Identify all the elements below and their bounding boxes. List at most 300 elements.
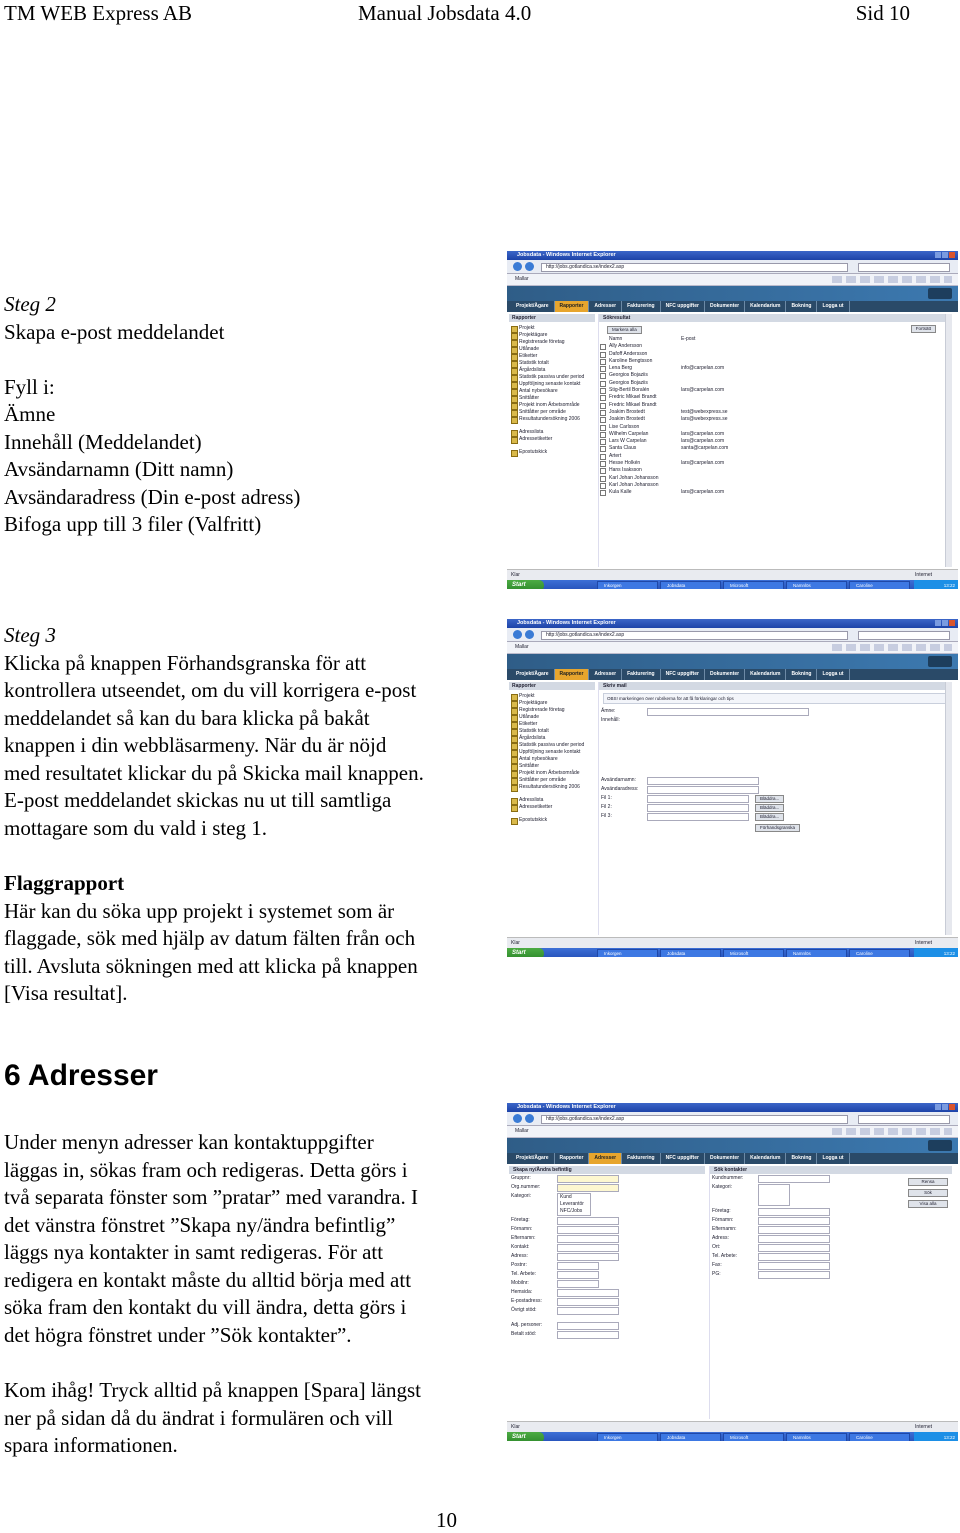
write-mail-header: Skriv mail xyxy=(599,682,952,690)
row-name[interactable]: Stig-Bertil Boralén xyxy=(609,387,650,394)
app-body xyxy=(507,312,958,569)
menu-item[interactable]: NFC uppgifter xyxy=(661,669,705,680)
step3-line: Klicka på knappen Förhandsgranska för att xyxy=(4,650,367,675)
row-name[interactable]: Hesse Holkén xyxy=(609,460,641,467)
row-email: santa@carpelan.com xyxy=(681,445,729,452)
step3-line: med resultatet klickar du på Skicka mail knappen. xyxy=(4,760,424,785)
app-banner xyxy=(507,1138,958,1153)
contact-field xyxy=(509,1297,705,1306)
menu-item[interactable]: NFC uppgifter xyxy=(661,301,705,312)
left-nav-item[interactable]: Uppföljning senaste kontakt xyxy=(509,381,595,388)
table-row xyxy=(599,365,952,372)
row-name[interactable]: Fredric Mikael Brandt xyxy=(609,394,657,401)
left-nav-item[interactable]: Resultatundersökning 2006 xyxy=(509,416,595,423)
app-banner xyxy=(507,286,958,301)
window-title-bar xyxy=(507,619,958,628)
flag-block xyxy=(4,870,496,1008)
file3-input[interactable] xyxy=(647,813,749,821)
taskbar-app[interactable]: Jobsdata xyxy=(660,1433,721,1441)
menu-item[interactable]: Bokning xyxy=(786,301,817,312)
field-label: Förnamn: xyxy=(511,1226,533,1232)
left-nav-item[interactable]: Statistik passiva under period xyxy=(509,742,595,749)
sender-name-label: Avsändarnamn: xyxy=(601,777,636,783)
field-input[interactable] xyxy=(758,1217,830,1225)
row-checkbox[interactable] xyxy=(600,468,606,474)
url-field[interactable]: http://jobs.gotlandica.se/index2.asp xyxy=(541,631,848,640)
favorites-bar xyxy=(507,1126,958,1138)
search-field xyxy=(710,1252,952,1261)
menu-item[interactable]: Rapporter xyxy=(555,1153,590,1164)
write-mail-panel xyxy=(598,682,952,935)
window-title: Jobsdata - Windows Internet Explorer xyxy=(517,252,616,258)
field-input[interactable] xyxy=(557,1307,619,1315)
field-input[interactable] xyxy=(758,1184,790,1206)
left-nav-item[interactable]: Projekt inom Ärbetsområde xyxy=(509,770,595,777)
field-label: Gruppnr: xyxy=(511,1175,531,1181)
field-label: Tel. Arbete: xyxy=(511,1271,537,1277)
field-input[interactable] xyxy=(557,1298,619,1306)
left-nav-item[interactable]: Snittåtter xyxy=(509,395,595,402)
row-name[interactable]: Karl Johan Johansson xyxy=(609,474,659,481)
field-label: Tel. Arbete: xyxy=(712,1253,738,1259)
window-buttons[interactable] xyxy=(934,620,956,627)
left-nav-item[interactable]: Projektägare xyxy=(509,332,595,339)
left-nav-item[interactable]: Projekt inom Ärbetsområde xyxy=(509,402,595,409)
menu-item[interactable]: Rapporter xyxy=(555,669,590,680)
category-option[interactable]: Kund xyxy=(560,1194,572,1200)
create-contact-header: Skapa ny/Ändra befintlig xyxy=(509,1166,705,1174)
row-checkbox[interactable] xyxy=(600,476,606,482)
toolbar-icons[interactable] xyxy=(832,644,952,651)
preview-row xyxy=(599,821,952,833)
status-zone: Internet xyxy=(915,940,932,946)
row-checkbox[interactable] xyxy=(600,359,606,365)
file2-field xyxy=(599,803,952,812)
favorites-bar xyxy=(507,274,958,286)
section6-line: läggas in, sökas fram och redigeras. Detta görs i xyxy=(4,1157,408,1182)
left-nav-item[interactable]: Snittåtter per område xyxy=(509,777,595,784)
taskbar-app[interactable]: Caroline xyxy=(849,581,910,589)
row-checkbox[interactable] xyxy=(600,483,606,489)
flag-line: Här kan du söka upp projekt i systemet som är xyxy=(4,898,395,923)
left-nav-item[interactable]: Resultatundersökning 2006 xyxy=(509,784,595,791)
subject-field xyxy=(599,707,952,716)
status-text: Klar xyxy=(511,1424,520,1430)
note-line: spara informationen. xyxy=(4,1433,178,1457)
left-nav-item[interactable]: Statistik totalt xyxy=(509,360,595,367)
start-button[interactable]: Start xyxy=(507,1432,544,1441)
menu-item[interactable]: Projekt/Ägare xyxy=(511,669,555,680)
menu-item[interactable]: Fakturering xyxy=(622,301,661,312)
row-email: test@webexpress.se xyxy=(681,408,728,415)
step2-line: Innehåll (Meddelandet) xyxy=(4,429,202,454)
field-input[interactable] xyxy=(557,1289,619,1297)
favorites-tab[interactable]: Mallar xyxy=(515,276,529,282)
address-bar xyxy=(507,260,958,274)
taskbar-app[interactable]: Inkorgen xyxy=(597,581,658,589)
menu-item[interactable]: Kalendarium xyxy=(745,1153,786,1164)
results-header: Sökresultat xyxy=(599,314,952,322)
file3-label: Fil 3: xyxy=(601,813,612,819)
menu-item[interactable]: Projekt/Ägare xyxy=(511,1153,555,1164)
file1-input[interactable] xyxy=(647,795,749,803)
row-name[interactable]: Georgios Bojaziis xyxy=(609,379,648,386)
window-title: Jobsdata - Windows Internet Explorer xyxy=(517,1104,616,1110)
field-label: Mobilnr: xyxy=(511,1280,529,1286)
step3-line: meddelandet så kan du bara klicka på bakåt xyxy=(4,705,370,730)
taskbar-app[interactable]: Microsoft xyxy=(723,1433,784,1441)
menu-item[interactable]: Bokning xyxy=(786,1153,817,1164)
field-input[interactable] xyxy=(758,1226,830,1234)
back-icon[interactable] xyxy=(513,630,522,639)
row-checkbox[interactable] xyxy=(600,446,606,452)
content-label: Innehåll: xyxy=(601,717,620,723)
step2-title: Steg 2 xyxy=(4,292,56,316)
menu-item[interactable]: Dokumenter xyxy=(705,669,745,680)
table-row xyxy=(599,467,952,474)
window-buttons[interactable] xyxy=(934,252,956,259)
results-rows xyxy=(599,343,952,496)
category-option[interactable]: NFC/Jobs xyxy=(560,1208,583,1214)
url-field[interactable]: http://jobs.gotlandica.se/index2.asp xyxy=(541,263,848,272)
clock: 13:22 xyxy=(914,948,958,957)
field-label: Org.nummer: xyxy=(511,1184,541,1190)
row-name[interactable]: Wilhelm Carpelan xyxy=(609,430,649,437)
category-option[interactable]: Leverantör xyxy=(560,1201,584,1207)
field-label: Efternamn: xyxy=(712,1226,737,1232)
left-nav-item[interactable]: Snittåtter xyxy=(509,763,595,770)
taskbar-app[interactable]: Microsoft xyxy=(723,581,784,589)
row-checkbox[interactable] xyxy=(600,403,606,409)
step2-line: Bifoga upp till 3 filer (Valfritt) xyxy=(4,512,262,536)
row-checkbox[interactable] xyxy=(600,454,606,460)
row-checkbox[interactable] xyxy=(600,417,606,423)
row-checkbox[interactable] xyxy=(600,344,606,350)
row-name[interactable]: Joakim Brostedt xyxy=(609,408,645,415)
field-input[interactable] xyxy=(758,1208,830,1216)
left-nav-item[interactable]: Epostutskick xyxy=(509,449,595,456)
menu-item[interactable]: Kalendarium xyxy=(745,301,786,312)
row-checkbox[interactable] xyxy=(600,395,606,401)
file2-input[interactable] xyxy=(647,804,749,812)
left-nav-item[interactable]: Adressetiketter xyxy=(509,804,595,811)
url-field[interactable]: http://jobs.gotlandica.se/index2.asp xyxy=(541,1115,848,1124)
field-input[interactable] xyxy=(557,1244,619,1252)
left-nav-item[interactable]: Snittåtter per område xyxy=(509,409,595,416)
contact-field xyxy=(509,1216,705,1225)
taskbar-app[interactable]: Microsoft xyxy=(723,949,784,957)
forward-icon[interactable] xyxy=(525,1114,534,1123)
field-input[interactable] xyxy=(758,1235,830,1243)
field-input[interactable] xyxy=(557,1226,619,1234)
row-checkbox[interactable] xyxy=(600,432,606,438)
taskbar xyxy=(507,1432,958,1441)
row-name[interactable]: Karoline Bengtsson xyxy=(609,357,653,364)
logo-icon xyxy=(928,1140,952,1151)
sender-name-input[interactable] xyxy=(647,777,759,785)
field-input[interactable] xyxy=(758,1271,830,1279)
forward-icon[interactable] xyxy=(525,630,534,639)
row-name[interactable]: Karl Johan Johansson xyxy=(609,481,659,488)
row-checkbox[interactable] xyxy=(600,373,606,379)
menu-item[interactable]: Logga ut xyxy=(817,669,849,680)
table-row xyxy=(599,460,952,467)
show-all-button[interactable]: Visa alla xyxy=(908,1200,948,1208)
clock: 13:22 xyxy=(914,580,958,589)
section6-line: det högra fönstret under ”Sök kontakter”. xyxy=(4,1322,352,1347)
left-nav-header: Rapporter xyxy=(509,314,595,322)
row-email: lars@carpelan.com xyxy=(681,387,725,394)
menu-item[interactable]: Kalendarium xyxy=(745,669,786,680)
clear-button[interactable]: Rensa xyxy=(908,1178,948,1186)
scrollbar[interactable] xyxy=(945,314,952,567)
left-nav-item[interactable]: Etiketter xyxy=(509,353,595,360)
app-menu xyxy=(507,669,958,680)
field-input[interactable] xyxy=(557,1322,619,1330)
row-checkbox[interactable] xyxy=(600,366,606,372)
menu-item[interactable]: NFC uppgifter xyxy=(661,1153,705,1164)
left-nav-item[interactable]: Projektägare xyxy=(509,700,595,707)
row-name[interactable]: Fredric Mikael Brandt xyxy=(609,401,657,408)
field-label: Hemsida: xyxy=(511,1289,533,1295)
back-icon[interactable] xyxy=(513,1114,522,1123)
contact-field xyxy=(509,1306,705,1315)
window-title-bar xyxy=(507,251,958,260)
menu-item[interactable]: Adresser xyxy=(589,301,622,312)
field-input[interactable] xyxy=(557,1253,619,1261)
contact-field xyxy=(509,1261,705,1270)
browse-button[interactable]: Bläddra... xyxy=(755,813,784,821)
row-email: lars@webexpress.se xyxy=(681,416,728,423)
left-nav-item[interactable]: Projekt xyxy=(509,325,595,332)
left-nav-item[interactable]: Adresslista xyxy=(509,797,595,804)
forward-icon[interactable] xyxy=(525,262,534,271)
field-label: Ort: xyxy=(712,1244,721,1250)
row-checkbox[interactable] xyxy=(600,490,606,496)
field-label: Företag: xyxy=(511,1217,530,1223)
blank-line xyxy=(4,346,496,374)
left-nav-item[interactable]: Antal nybesökare xyxy=(509,756,595,763)
field-label: Kategori: xyxy=(511,1193,532,1199)
field-input[interactable] xyxy=(758,1253,830,1261)
left-nav-item[interactable]: Statistik passiva under period xyxy=(509,374,595,381)
menu-item[interactable]: Logga ut xyxy=(817,1153,849,1164)
preview-button[interactable]: Förhandsgranska xyxy=(755,824,800,832)
field-input[interactable] xyxy=(557,1262,599,1270)
status-bar xyxy=(507,569,958,580)
browser-search-input[interactable] xyxy=(858,1115,950,1124)
taskbar-app[interactable]: Jobsdata xyxy=(660,949,721,957)
field-label: Kategori: xyxy=(712,1184,733,1190)
row-checkbox[interactable] xyxy=(600,410,606,416)
back-icon[interactable] xyxy=(513,262,522,271)
table-row xyxy=(599,380,952,387)
row-name[interactable]: Joakim Brostedt xyxy=(609,416,645,423)
favorites-tab[interactable]: Mallar xyxy=(515,1128,529,1134)
field-input[interactable] xyxy=(557,1271,599,1279)
step2-line: Avsändaradress (Din e-post adress) xyxy=(4,484,301,509)
contact-field xyxy=(509,1192,705,1216)
clock: 13:22 xyxy=(914,1432,958,1441)
subject-input[interactable] xyxy=(647,708,809,716)
menu-item[interactable]: Fakturering xyxy=(622,1153,661,1164)
field-input[interactable] xyxy=(557,1175,619,1183)
section6-note xyxy=(4,1377,496,1460)
field-input[interactable] xyxy=(557,1184,619,1192)
row-name[interactable]: Lise Carlsson xyxy=(609,423,640,430)
taskbar-app[interactable]: Caroline xyxy=(849,949,910,957)
scrollbar[interactable] xyxy=(945,682,952,935)
row-checkbox[interactable] xyxy=(600,381,606,387)
page-number: 10 xyxy=(436,1508,457,1532)
row-name[interactable]: Santa Claus xyxy=(609,445,637,452)
toolbar-icons[interactable] xyxy=(832,1128,952,1135)
menu-item[interactable]: Adresser xyxy=(589,669,622,680)
menu-item[interactable]: Adresser xyxy=(589,1153,622,1164)
start-button[interactable]: Start xyxy=(507,580,544,589)
section6-line: redigera en kontakt måste du alltid börja med att xyxy=(4,1267,412,1292)
sender-address-input[interactable] xyxy=(647,786,759,794)
left-nav-item[interactable]: Antal nybesökare xyxy=(509,388,595,395)
row-name[interactable]: Lena Berg xyxy=(609,365,633,372)
menu-item[interactable]: Logga ut xyxy=(817,301,849,312)
row-checkbox[interactable] xyxy=(600,461,606,467)
next-button[interactable]: Fortsätt xyxy=(911,325,936,333)
left-nav-item[interactable]: Ärgårdslista xyxy=(509,735,595,742)
left-nav-item[interactable]: Uppföljning senaste kontakt xyxy=(509,749,595,756)
browse-button[interactable]: Bläddra... xyxy=(755,804,784,812)
taskbar-apps xyxy=(597,1433,910,1441)
section6-line: läggs nya kontakter in samt redigeras. För att xyxy=(4,1240,384,1264)
left-nav-item[interactable]: Utlånade xyxy=(509,346,595,353)
address-bar xyxy=(507,628,958,642)
row-name[interactable]: Hans Isaksson xyxy=(609,467,642,474)
table-row xyxy=(599,489,952,496)
left-nav-item[interactable]: Ärgårdslista xyxy=(509,367,595,374)
flag-title: Flaggrapport xyxy=(4,871,125,895)
taskbar-app[interactable]: Inkorgen xyxy=(597,1433,658,1441)
left-nav-item[interactable]: Projekt xyxy=(509,693,595,700)
left-nav-item[interactable]: Adresslista xyxy=(509,429,595,436)
search-button[interactable]: Sök xyxy=(908,1189,948,1197)
status-bar xyxy=(507,937,958,948)
search-field xyxy=(710,1234,952,1243)
row-name[interactable]: Lars W Carpelan xyxy=(609,438,647,445)
field-input[interactable] xyxy=(557,1280,599,1288)
menu-item[interactable]: Projekt/Ägare xyxy=(511,301,555,312)
taskbar-app[interactable]: Inkorgen xyxy=(597,949,658,957)
results-toolbar xyxy=(599,322,952,336)
left-nav-item[interactable]: Utlånade xyxy=(509,714,595,721)
status-zone: Internet xyxy=(915,1424,932,1430)
file1-field xyxy=(599,794,952,803)
field-label: Betalt stöd: xyxy=(511,1331,537,1337)
step3-line: E-post meddelandet skickas nu ut till samtliga xyxy=(4,788,392,812)
field-label: Kundnummer: xyxy=(712,1175,744,1181)
contact-field xyxy=(509,1321,705,1330)
row-checkbox[interactable] xyxy=(600,352,606,358)
row-checkbox[interactable] xyxy=(600,425,606,431)
left-nav-item[interactable]: Etiketter xyxy=(509,721,595,728)
taskbar-app[interactable]: Namnlös xyxy=(786,949,847,957)
field-input[interactable] xyxy=(758,1262,830,1270)
field-input[interactable] xyxy=(758,1244,830,1252)
menu-item[interactable]: Dokumenter xyxy=(705,301,745,312)
row-name[interactable]: Georgios Bojaziis xyxy=(609,372,648,379)
browse-button[interactable]: Bläddra... xyxy=(755,795,784,803)
left-nav-item[interactable]: Epostutskick xyxy=(509,817,595,824)
taskbar xyxy=(507,580,958,589)
table-row xyxy=(599,402,952,409)
taskbar-app[interactable]: Jobsdata xyxy=(660,581,721,589)
left-nav-item[interactable]: Registrerade företag xyxy=(509,339,595,346)
file3-field xyxy=(599,812,952,821)
field-input[interactable] xyxy=(758,1175,830,1183)
favorites-tab[interactable]: Mallar xyxy=(515,644,529,650)
taskbar-app[interactable]: Caroline xyxy=(849,1433,910,1441)
mark-all-button[interactable]: Markera alla xyxy=(607,326,642,334)
row-checkbox[interactable] xyxy=(600,388,606,394)
toolbar-icons[interactable] xyxy=(832,276,952,283)
header-manual: Manual Jobsdata 4.0 xyxy=(358,1,532,25)
field-input[interactable] xyxy=(557,1217,619,1225)
table-row xyxy=(599,394,952,401)
table-row xyxy=(599,416,952,423)
table-row xyxy=(599,445,952,452)
step3-line: kontrollera utseendet, om du vill korrigera e-post xyxy=(4,678,417,702)
search-buttons xyxy=(908,1178,948,1208)
status-text: Klar xyxy=(511,940,520,946)
browser-search-input[interactable] xyxy=(858,263,950,272)
search-field xyxy=(710,1261,952,1270)
contact-field xyxy=(509,1330,705,1339)
category-select[interactable] xyxy=(557,1193,591,1216)
section6-line: två separata fönster som ”pratar” med varandra. I xyxy=(4,1185,418,1209)
left-nav-header: Rapporter xyxy=(509,682,595,690)
menu-item[interactable]: Rapporter xyxy=(555,301,590,312)
left-nav-item[interactable]: Statistik totalt xyxy=(509,728,595,735)
taskbar-app[interactable]: Namnlös xyxy=(786,1433,847,1441)
section6-line: söka fram den kontakt du vill ändra, detta görs i xyxy=(4,1295,407,1319)
browser-search-input[interactable] xyxy=(858,631,950,640)
menu-item[interactable]: Fakturering xyxy=(622,669,661,680)
search-field xyxy=(710,1207,952,1216)
field-label: E-postadress: xyxy=(511,1298,542,1304)
field-label: Kontakt: xyxy=(511,1244,530,1250)
row-name[interactable]: Artert xyxy=(609,452,622,459)
taskbar-app[interactable]: Namnlös xyxy=(786,581,847,589)
row-checkbox[interactable] xyxy=(600,439,606,445)
start-button[interactable]: Start xyxy=(507,948,544,957)
sender-address-label: Avsändaradress: xyxy=(601,786,639,792)
menu-item[interactable]: Bokning xyxy=(786,669,817,680)
table-row xyxy=(599,351,952,358)
row-name[interactable]: Dafoff Andersson xyxy=(609,350,648,357)
field-input[interactable] xyxy=(557,1235,619,1243)
row-name[interactable]: Kula Kalle xyxy=(609,489,632,496)
window-buttons[interactable] xyxy=(934,1104,956,1111)
step2-line: Avsändarnamn (Ditt namn) xyxy=(4,457,234,481)
left-nav-item[interactable]: Registrerade företag xyxy=(509,707,595,714)
menu-item[interactable]: Dokumenter xyxy=(705,1153,745,1164)
left-nav-item[interactable]: Adressetiketter xyxy=(509,436,595,443)
contact-field xyxy=(509,1243,705,1252)
app-banner xyxy=(507,654,958,669)
logo-icon xyxy=(928,656,952,667)
field-input[interactable] xyxy=(557,1331,619,1339)
row-name[interactable]: Ally Andersson xyxy=(609,343,643,350)
step2-line: Ämne xyxy=(4,402,56,426)
